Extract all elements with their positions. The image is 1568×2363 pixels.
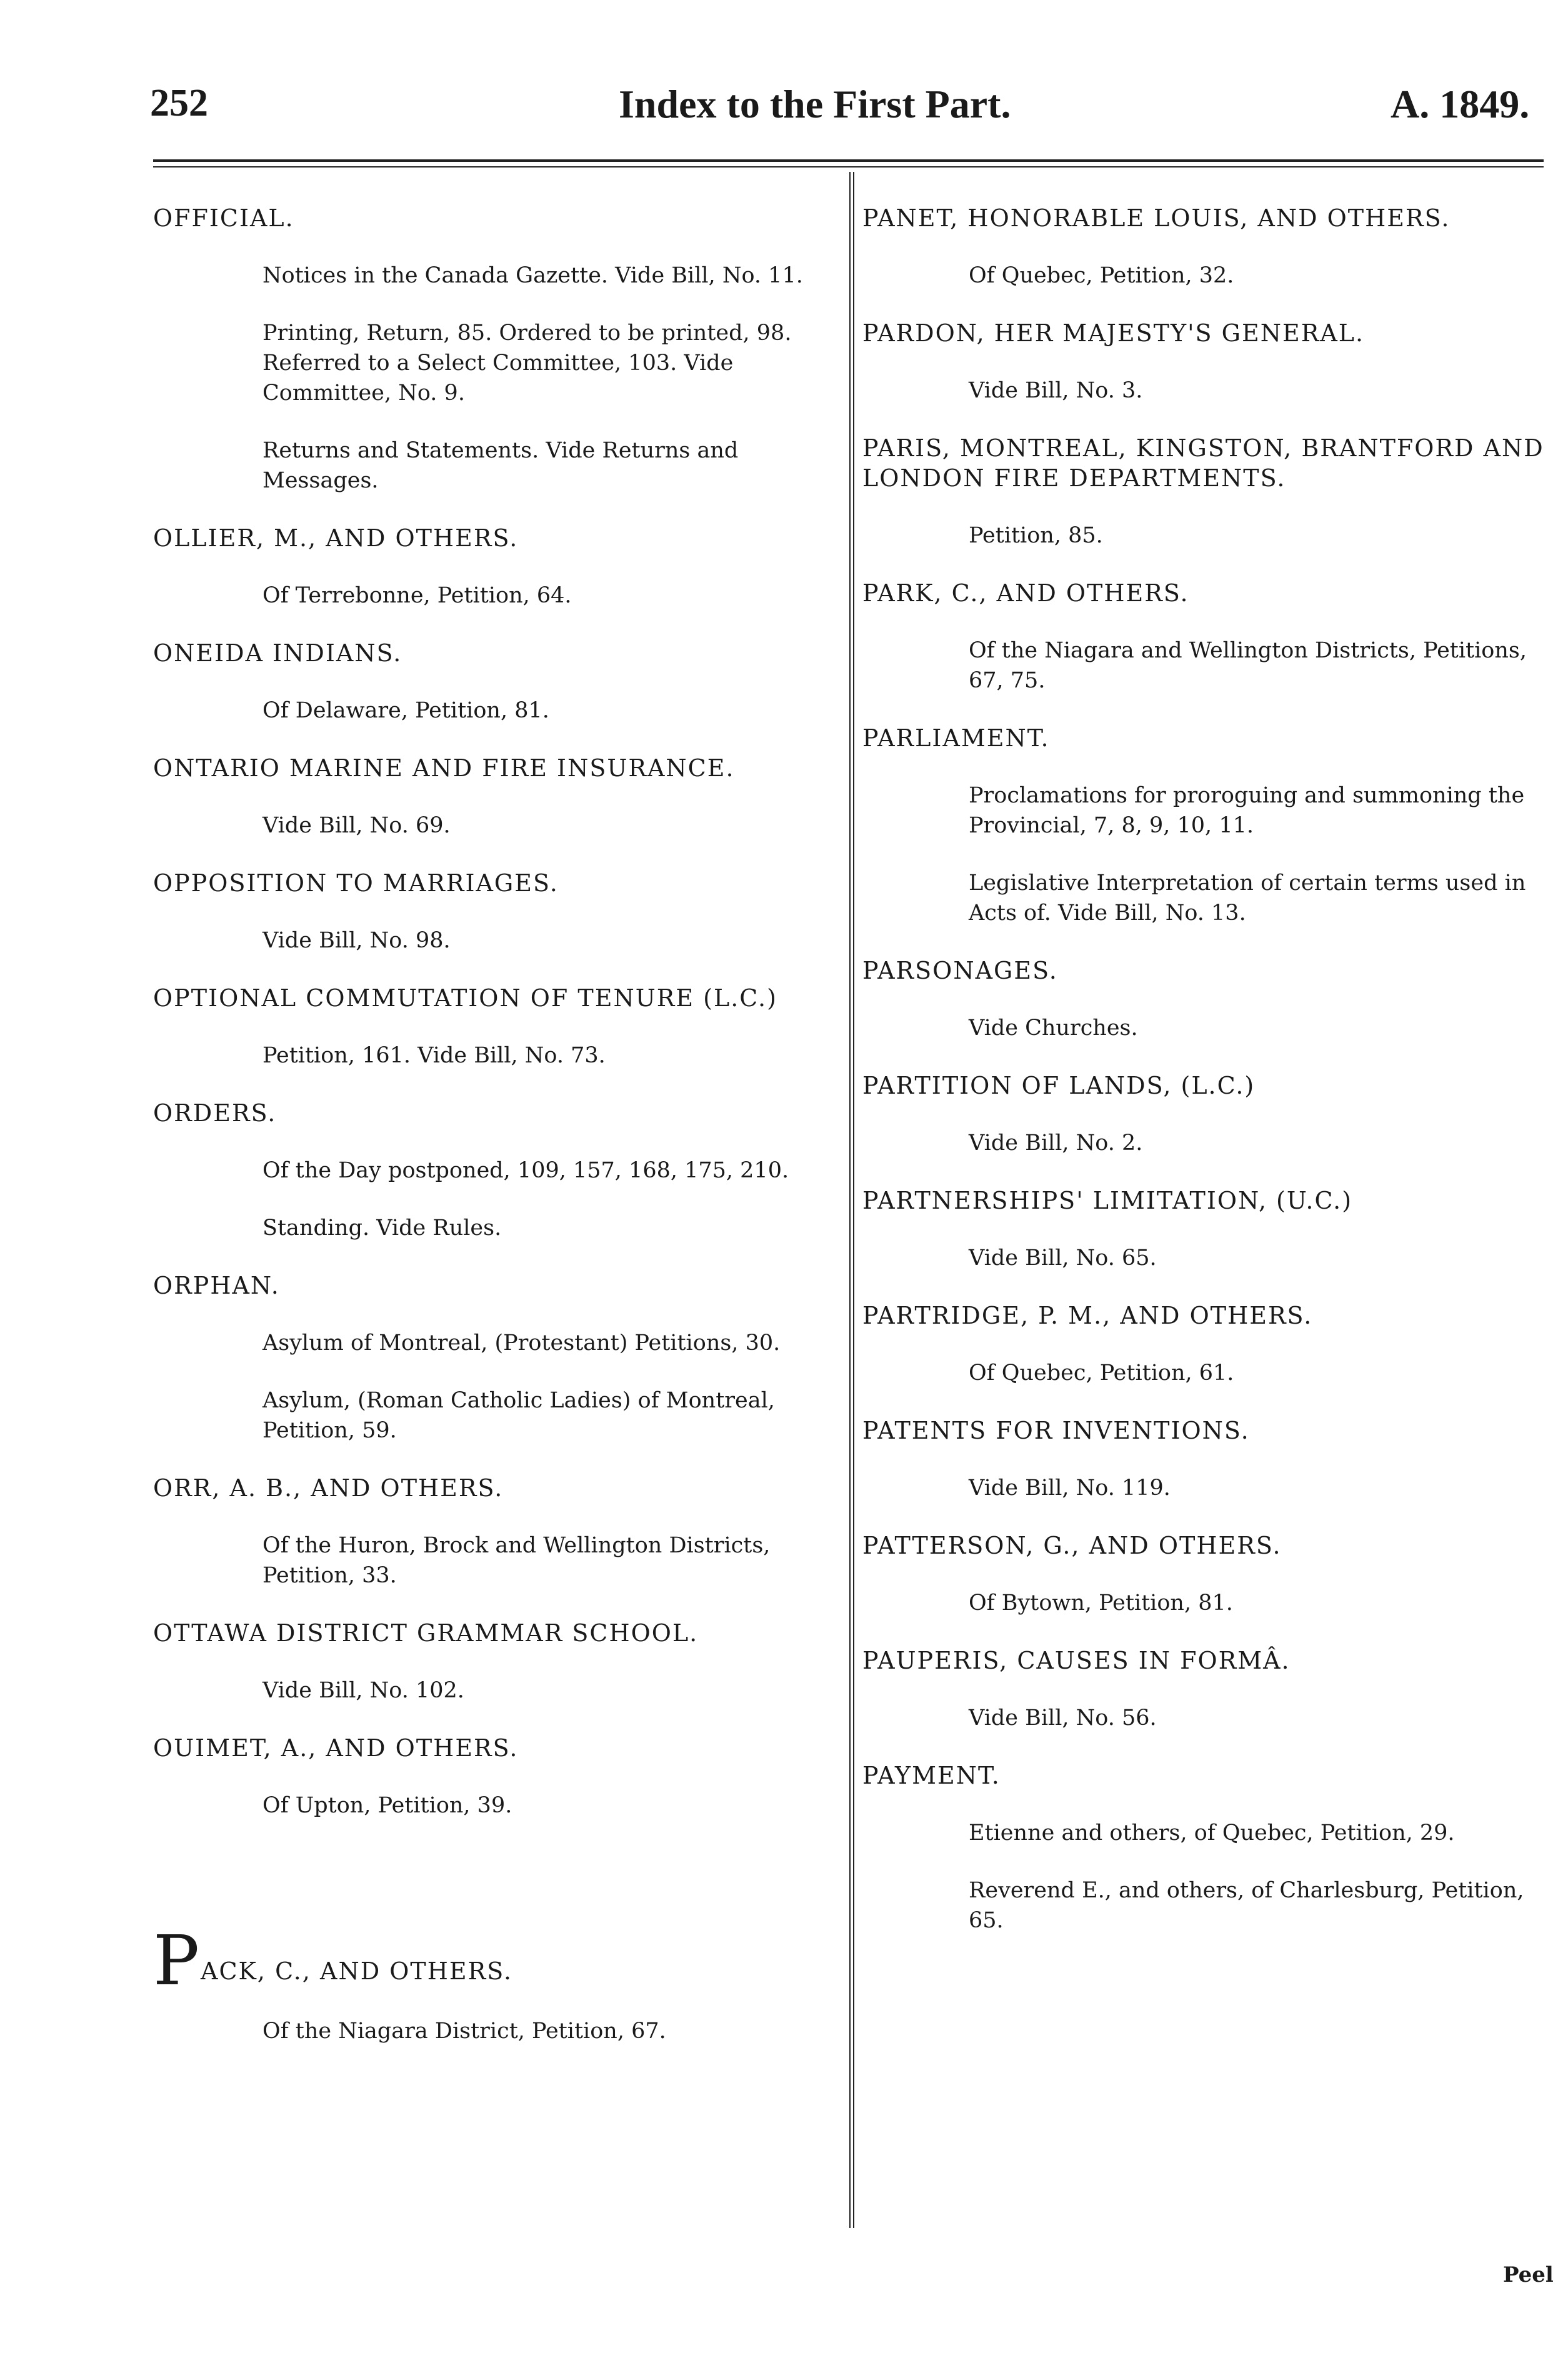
entry-sub: Vide Bill, No. 56. — [969, 1706, 1157, 1731]
index-entry — [153, 638, 841, 726]
entry-sub: Reverend E., and others, of Charlesburg, Petition, 65. — [969, 1878, 1524, 1933]
left-column — [153, 203, 841, 2074]
right-column — [862, 203, 1547, 1963]
entry-sub: Printing, Return, 85. Ordered to be printed, 98. Referred to a Select Committee, 103. Vide Committee, No. 9. — [262, 321, 792, 406]
index-entry — [153, 1271, 841, 1446]
entry-sub: Of Terrebonne, Petition, 64. — [262, 583, 572, 608]
entry-sub: Of Bytown, Petition, 81. — [969, 1591, 1233, 1616]
entry-heading: PARIS, MONTREAL, KINGSTON, BRANTFORD AND LONDON FIRE DEPARTMENTS. — [862, 434, 1544, 492]
page-header — [0, 81, 1568, 150]
entry-sub: Vide Bill, No. 102. — [262, 1678, 464, 1703]
entry-heading: OUIMET, A., AND OTHERS. — [153, 1734, 519, 1762]
entry-sub: Of the Niagara and Wellington Districts, Petitions, 67, 75. — [969, 638, 1527, 693]
entry-sub: Vide Bill, No. 3. — [969, 378, 1143, 403]
entry-heading: ORPHAN. — [153, 1272, 280, 1299]
index-entry — [862, 723, 1547, 928]
index-entry — [862, 1416, 1547, 1503]
entry-heading: PARSONAGES. — [862, 957, 1058, 984]
entry-heading: PARLIAMENT. — [862, 724, 1050, 752]
entry-heading: PARTNERSHIPS' LIMITATION, (U.C.) — [862, 1187, 1353, 1214]
entry-sub: Vide Bill, No. 98. — [262, 928, 451, 953]
index-entry — [153, 1733, 841, 1821]
entry-heading: ONTARIO MARINE AND FIRE INSURANCE. — [153, 754, 735, 782]
page-number: 252 — [150, 82, 208, 124]
entry-sub: Asylum, (Roman Catholic Ladies) of Montreal, Petition, 59. — [262, 1388, 775, 1443]
index-entry — [862, 1071, 1547, 1158]
entry-sub: Etienne and others, of Quebec, Petition, 29. — [969, 1821, 1455, 1846]
entry-heading: OLLIER, M., AND OTHERS. — [153, 524, 519, 552]
index-entry — [862, 578, 1547, 696]
column-divider — [849, 172, 854, 2228]
entry-heading: PARK, C., AND OTHERS. — [862, 579, 1189, 607]
index-entry — [153, 1618, 841, 1706]
entry-sub: Vide Bill, No. 65. — [969, 1246, 1157, 1271]
section-gap — [153, 1848, 841, 1932]
entry-heading: PANET, HONORABLE LOUIS, AND OTHERS. — [862, 204, 1451, 232]
entry-heading: PAYMENT. — [862, 1762, 1001, 1789]
index-entry — [862, 1301, 1547, 1388]
entry-sub: Vide Bill, No. 2. — [969, 1131, 1143, 1156]
entry-sub: Standing. Vide Rules. — [262, 1216, 502, 1241]
index-entry — [862, 1186, 1547, 1273]
entry-heading: PARDON, HER MAJESTY'S GENERAL. — [862, 319, 1365, 347]
entry-sub: Of the Niagara District, Petition, 67. — [262, 2019, 666, 2044]
entry-sub: Of Upton, Petition, 39. — [262, 1793, 512, 1818]
entry-sub: Asylum of Montreal, (Protestant) Petitions, 30. — [262, 1331, 781, 1356]
entry-sub: Petition, 85. — [969, 523, 1103, 548]
index-entry — [153, 1473, 841, 1591]
entry-heading: OTTAWA DISTRICT GRAMMAR SCHOOL. — [153, 1619, 699, 1647]
index-entry — [153, 983, 841, 1071]
entry-sub: Of the Huron, Brock and Wellington Districts, Petition, 33. — [262, 1533, 771, 1588]
entry-sub: Of Quebec, Petition, 61. — [969, 1361, 1234, 1386]
entry-sub: Vide Churches. — [969, 1016, 1138, 1041]
header-rule — [153, 159, 1544, 162]
entry-heading: PAUPERIS, CAUSES IN FORMÂ. — [862, 1647, 1291, 1674]
index-entry — [862, 1531, 1547, 1618]
entry-heading: PARTITION OF LANDS, (L.C.) — [862, 1072, 1256, 1099]
index-entry — [862, 1761, 1547, 1936]
entry-sub: Vide Bill, No. 69. — [262, 813, 451, 838]
entry-sub: Proclamations for proroguing and summoning the Provincial, 7, 8, 9, 10, 11. — [969, 783, 1525, 838]
entry-sub: Of the Day postponed, 109, 157, 168, 175, 210. — [262, 1158, 789, 1183]
page-year: A. 1849. — [1391, 82, 1530, 126]
index-entry — [153, 868, 841, 956]
index-entry — [153, 523, 841, 611]
entry-heading: PATENTS FOR INVENTIONS. — [862, 1417, 1250, 1444]
index-entry — [153, 753, 841, 841]
index-entry — [153, 203, 841, 496]
index-entry — [862, 203, 1547, 291]
entry-heading: ORDERS. — [153, 1099, 277, 1127]
section-initial: P — [153, 1921, 201, 2001]
entry-heading: OPPOSITION TO MARRIAGES. — [153, 869, 559, 897]
entry-sub: Returns and Statements. Vide Returns and Messages. — [262, 438, 739, 493]
index-entry — [862, 1646, 1547, 1733]
entry-sub: Of Quebec, Petition, 32. — [969, 263, 1234, 288]
index-entry — [153, 1098, 841, 1243]
entry-heading: OFFICIAL. — [153, 204, 294, 232]
section-p-entry — [153, 1921, 841, 2046]
entry-heading: OPTIONAL COMMUTATION OF TENURE (L.C.) — [153, 984, 777, 1012]
entry-heading: ORR, A. B., AND OTHERS. — [153, 1474, 504, 1502]
entry-heading — [153, 1921, 841, 2001]
index-entry — [862, 956, 1547, 1043]
entry-heading: PATTERSON, G., AND OTHERS. — [862, 1532, 1282, 1559]
entry-heading: PARTRIDGE, P. M., AND OTHERS. — [862, 1302, 1313, 1329]
header-rule-thin — [153, 166, 1544, 167]
index-entry — [862, 318, 1547, 406]
entry-sub: Of Delaware, Petition, 81. — [262, 698, 549, 723]
entry-sub: Notices in the Canada Gazette. Vide Bill, No. 11. — [262, 263, 803, 288]
entry-heading: ONEIDA INDIANS. — [153, 639, 402, 667]
entry-sub: Legislative Interpretation of certain terms used in Acts of. Vide Bill, No. 13. — [969, 871, 1526, 926]
section-heading-rest: ACK, C., AND OTHERS. — [201, 1957, 513, 1985]
entry-sub: Petition, 161. Vide Bill, No. 73. — [262, 1043, 606, 1068]
catchword: Peel — [1503, 2262, 1554, 2287]
entry-sub: Vide Bill, No. 119. — [969, 1476, 1171, 1501]
page-title: Index to the First Part. — [619, 82, 1011, 126]
index-entry — [862, 433, 1547, 551]
